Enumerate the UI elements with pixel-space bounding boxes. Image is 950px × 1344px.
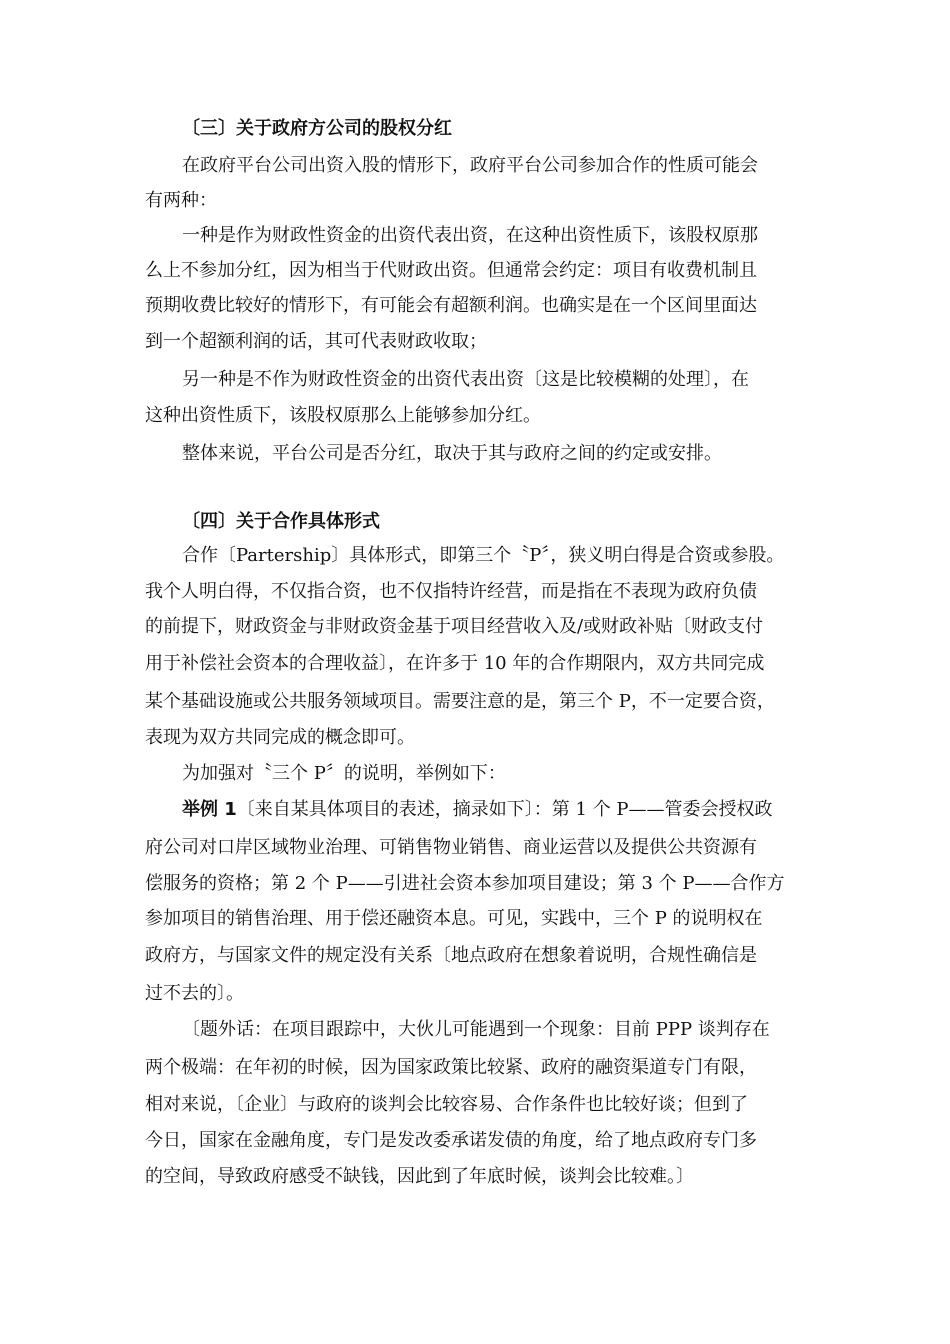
paragraph-line: 我个人明白得，不仅指合资，也不仅指特许经营，而是指在不表现为政府负债 [145, 581, 757, 602]
section-3-heading: 〔三〕关于政府方公司的股权分红 [182, 118, 452, 139]
paragraph-line: 用于补偿社会资本的合理收益〕，在许多于 10 年的合作期限内，双方共同完成 [145, 653, 765, 674]
paragraph-line: 参加项目的销售治理、用于偿还融资本息。可见，实践中，三个 P 的说明权在 [145, 908, 763, 929]
paragraph-line: 一种是作为财政性资金的出资代表出资，在这种出资性质下，该股权原那 [182, 225, 758, 246]
paragraph-line: 府公司对口岸区域物业治理、可销售物业销售、商业运营以及提供公共资源有 [145, 837, 757, 858]
paragraph-line: 为加强对〝三个 P〞的说明，举例如下： [182, 763, 506, 784]
paragraph-line: 偿服务的资格；第 2 个 P——引进社会资本参加项目建设；第 3 个 P——合作方 [145, 873, 785, 894]
paragraph-line: 在政府平台公司出资入股的情形下，政府平台公司参加合作的性质可能会 [182, 155, 758, 176]
section-4-heading: 〔四〕关于合作具体形式 [182, 511, 380, 532]
paragraph-line: 过不去的〕。 [145, 983, 244, 1004]
example-label: 举例 1 [182, 799, 237, 820]
aside-line: 〔题外话：在项目跟踪中，大伙儿可能遇到一个现象：目前 PPP 谈判存在 [182, 1019, 770, 1040]
paragraph-line: 某个基础设施或公共服务领域项目。需要注意的是，第三个 P，不一定要合资， [145, 691, 775, 712]
aside-line: 今日，国家在金融角度，专门是发改委承诺发债的角度，给了地点政府专门多 [145, 1130, 757, 1151]
example-1-line [182, 796, 825, 824]
paragraph-line: 另一种是不作为财政性资金的出资代表出资〔这是比较模糊的处理〕，在 [182, 369, 749, 390]
aside-line: 两个极端：在年初的时候，因为国家政策比较紧、政府的融资渠道专门有限， [145, 1057, 757, 1078]
paragraph-line: 预期收费比较好的情形下，有可能会有超额利润。也确实是在一个区间里面达 [145, 295, 757, 316]
example-text: 〔来自某具体项目的表述，摘录如下〕：第 1 个 P——管委会授权政 [236, 799, 773, 820]
aside-line: 的空间，导致政府感受不缺钱，因此到了年底时候，谈判会比较难。〕 [145, 1166, 694, 1187]
paragraph-line: 表现为双方共同完成的概念即可。 [145, 727, 415, 748]
paragraph-line: 政府方，与国家文件的规定没有关系〔地点政府在想象着说明，合规性确信是 [145, 945, 757, 966]
paragraph-line: 整体来说，平台公司是否分红，取决于其与政府之间的约定或安排。 [182, 443, 722, 464]
paragraph-line: 合作〔Partership〕具体形式，即第三个〝P〞，狭义明白得是合资或参股。 [182, 545, 785, 566]
paragraph-line: 到一个超额利润的话，其可代表财政收取； [145, 331, 487, 352]
paragraph-line: 有两种： [145, 190, 217, 211]
aside-line: 相对来说，〔企业〕与政府的谈判会比较容易、合作条件也比较好谈；但到了 [145, 1094, 748, 1115]
paragraph-line: 这种出资性质下，该股权原那么上能够参加分红。 [145, 405, 541, 426]
paragraph-line: 么上不参加分红，因为相当于代财政出资。但通常会约定：项目有收费机制且 [145, 260, 757, 281]
paragraph-line: 的前提下，财政资金与非财政资金基于项目经营收入及/或财政补贴〔财政支付 [145, 616, 764, 637]
